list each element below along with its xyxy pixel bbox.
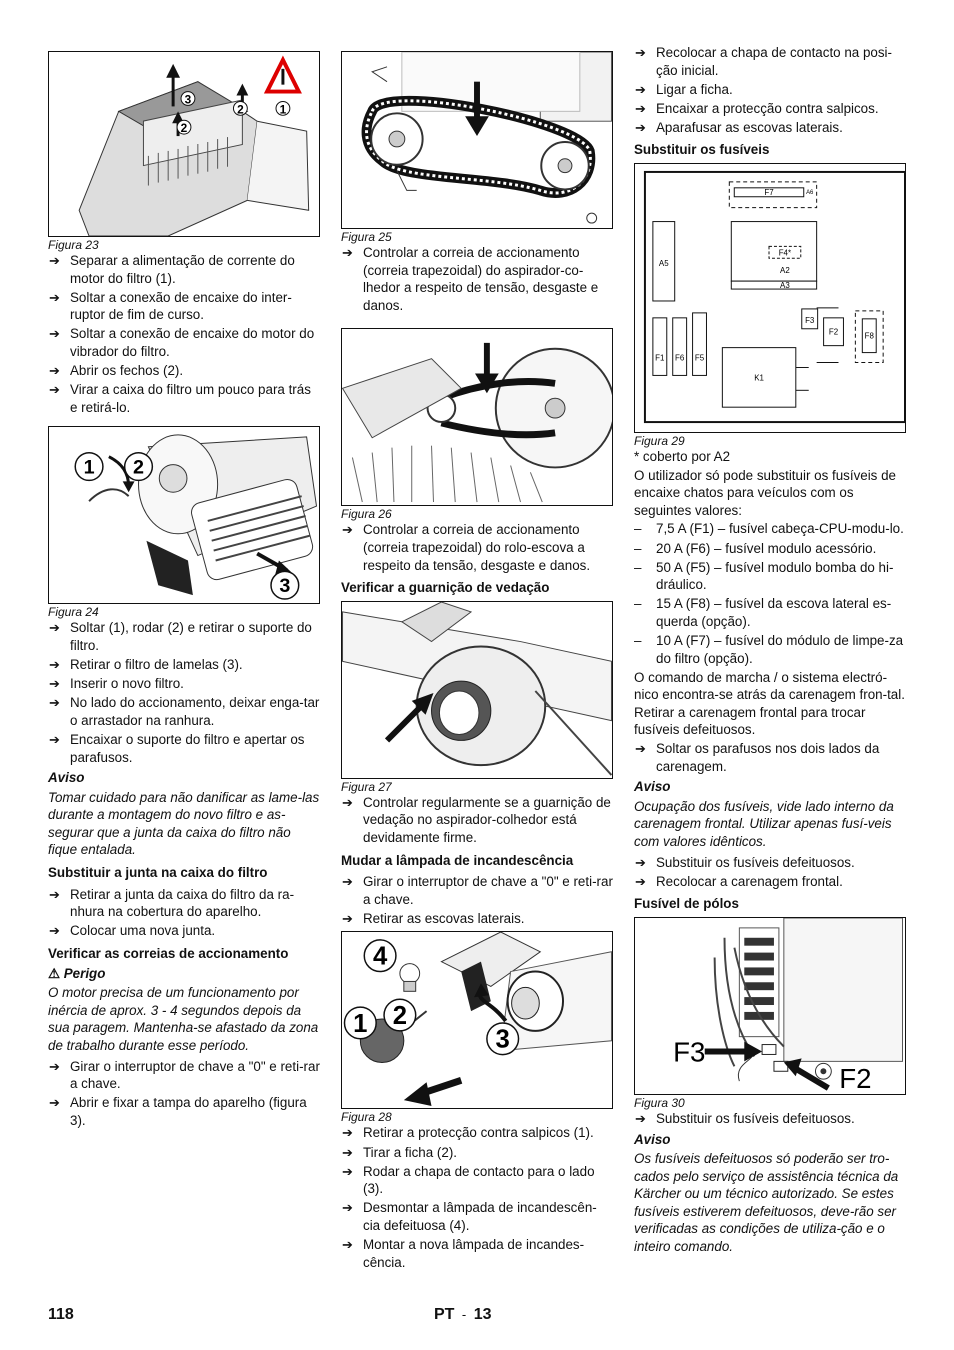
step: ➔ Tirar a ficha (2). (342, 1144, 458, 1160)
control-paragraph: O comando de marcha / o sistema electró-nico encontra-se atrás da carenagem fron-tal. Retirar a carenagem frontal para trocar fusíveis defeituosos. (634, 669, 905, 738)
column-3 (634, 44, 906, 1259)
fig29-label-A3: A3 (780, 281, 790, 291)
figure-23 (48, 51, 320, 237)
arrow-right-icon: ➔ (635, 45, 646, 60)
step: ➔ No lado do accionamento, deixar enga-tar o arrastador na ranhura. (49, 695, 320, 728)
arrow-right-icon: ➔ (635, 854, 646, 870)
fig29-label-A2: A2 (780, 266, 790, 276)
figure-26 (341, 328, 613, 506)
fig29-label-K1: K1 (754, 373, 764, 383)
fig30-label-F2: F2 (839, 1062, 872, 1094)
arrow-right-icon: ➔ (49, 620, 60, 636)
step: ➔ Girar o interruptor de chave a "0" e reti-rar a chave. (49, 1058, 320, 1092)
fig29-label-F3: F3 (805, 315, 815, 325)
arrow-right-icon: ➔ (635, 81, 646, 97)
step: ➔ Soltar os parafusos nos dois lados da carenagem. (635, 741, 880, 774)
fig29-label-F4: F4* (778, 248, 792, 258)
figure-30-caption: Figura 30 (634, 1095, 685, 1110)
fig29-label-F8: F8 (864, 331, 874, 341)
arrow-right-icon: ➔ (342, 1236, 353, 1252)
step: ➔ Rodar a chapa de contacto para o lado (3). (342, 1163, 595, 1197)
perigo-title: Perigo (63, 965, 106, 981)
heading-fusiveis: Substituir os fusíveis (634, 142, 770, 158)
step: ➔ Colocar uma nova junta. (49, 923, 216, 939)
fig23-label-1: 1 (279, 102, 287, 117)
fig29-label-F7: F7 (764, 187, 774, 197)
warning-triangle-icon (267, 60, 299, 92)
step: ➔ Soltar a conexão de encaixe do motor do vibrador do filtro. (49, 326, 315, 359)
arrow-right-icon: ➔ (342, 1200, 353, 1216)
figure-28 (341, 931, 613, 1109)
arrow-right-icon: ➔ (342, 874, 353, 890)
perigo-text: O motor precisa de um funcionamento por inércia de aprox. 3 - 4 segundos depois da sua paragem. Mantenha-se afastado da zona de trabalho durante esse período. (48, 985, 319, 1053)
arrow-right-icon: ➔ (342, 1163, 353, 1179)
column-2 (341, 44, 613, 1273)
arrow-right-icon: ➔ (342, 522, 353, 538)
step: ➔ Substituir os fusíveis defeituosos. (635, 854, 855, 870)
arrow-right-icon: ➔ (49, 676, 60, 692)
arrow-right-icon: ➔ (342, 910, 353, 926)
arrow-right-icon: ➔ (49, 1058, 60, 1074)
fig28-label-1: 1 (353, 1010, 368, 1039)
arrow-right-icon: ➔ (635, 873, 646, 889)
column-1 (48, 44, 320, 1131)
fig23-label-2a: 2 (180, 121, 188, 136)
heading-guarnicao: Verificar a guarnição de vedação (341, 580, 550, 596)
filter-box-illustration (49, 52, 319, 236)
arrow-right-icon: ➔ (49, 382, 60, 398)
figure-25-caption: Figura 25 (341, 230, 392, 244)
fig29-label-A6: A6 (806, 189, 814, 196)
footer-lang: PT (434, 1306, 455, 1323)
aviso-title: Aviso (634, 1131, 671, 1147)
fig29-label-F2: F2 (828, 327, 839, 337)
figure-27 (341, 601, 613, 779)
fig24-label-2: 2 (133, 456, 145, 479)
filter-removal-illustration (49, 427, 319, 603)
perigo-title-row (48, 965, 320, 983)
step: ➔ Montar a nova lâmpada de incandes-cência. (342, 1236, 585, 1270)
footer-section-page: 13 (473, 1306, 492, 1323)
fuse-item: – 20 A (F6) – fusível modulo acessório. (634, 540, 877, 556)
step: ➔ Encaixar o suporte do filtro e apertar os parafusos. (49, 731, 305, 765)
vacuum-belt-illustration (342, 52, 612, 228)
arrow-right-icon: ➔ (49, 363, 60, 379)
arrow-right-icon: ➔ (635, 100, 646, 116)
arrow-right-icon: ➔ (49, 326, 60, 342)
step: ➔ Aparafusar as escovas laterais. (635, 119, 843, 135)
heading-junta: Substituir a junta na caixa do filtro (48, 865, 268, 881)
footer-section (434, 1306, 492, 1324)
figure-26-caption: Figura 26 (341, 507, 392, 522)
step: ➔ Controlar a correia de accionamento (correia trapezoidal) do aspirador-co-lhedor a respeito de tensão, desgaste e danos. (342, 245, 599, 313)
page-number: 118 (48, 1306, 74, 1323)
arrow-right-icon: ➔ (342, 1125, 353, 1141)
fig29-label-F1: F1 (655, 353, 665, 363)
fig29-label-F5: F5 (694, 353, 705, 363)
fig28-label-2: 2 (392, 1002, 408, 1031)
arrow-right-icon: ➔ (49, 731, 60, 747)
arrow-right-icon: ➔ (49, 289, 60, 305)
seal-illustration (342, 602, 612, 778)
figure-25 (341, 51, 613, 229)
fig23-label-2b: 2 (237, 102, 244, 117)
step: ➔ Separar a alimentação de corrente do motor do filtro (1). (49, 253, 295, 286)
step: ➔ Controlar regularmente se a guarnição de vedação no aspirador-colhedor está devidamente firme. (342, 794, 611, 845)
figure-23-caption: Figura 23 (48, 238, 99, 252)
step: ➔ Recolocar a chapa de contacto na posi-ção inicial. (635, 45, 892, 78)
heading-correias: Verificar as correias de accionamento (48, 945, 289, 961)
arrow-right-icon: ➔ (49, 253, 60, 268)
footnote: * coberto por A2 (634, 449, 731, 465)
lamp-replacement-illustration (342, 932, 612, 1108)
step: ➔ Substituir os fusíveis defeituosos. (635, 1110, 855, 1126)
step: ➔ Controlar a correia de accionamento (correia trapezoidal) do rolo-escova a respeito da tensão, desgaste e danos. (342, 522, 591, 573)
heading-polos: Fusível de pólos (634, 896, 739, 912)
figure-29-caption: Figura 29 (634, 434, 685, 449)
step: ➔ Abrir os fechos (2). (49, 363, 184, 379)
fig29-label-F6: F6 (675, 353, 685, 363)
figure-24-caption: Figura 24 (48, 605, 99, 620)
arrow-right-icon: ➔ (49, 923, 60, 939)
fig24-label-1: 1 (83, 456, 95, 479)
step: ➔ Desmontar a lâmpada de incandescên-cia defeituosa (4). (342, 1200, 597, 1233)
figure-30 (634, 917, 906, 1095)
arrow-right-icon: ➔ (342, 245, 353, 260)
fig28-label-3: 3 (495, 1026, 510, 1055)
fig28-label-4: 4 (372, 943, 388, 972)
step: ➔ Inserir o novo filtro. (49, 676, 184, 692)
step: ➔ Retirar o filtro de lamelas (3). (49, 657, 243, 673)
step: ➔ Retirar a junta da caixa do filtro da ra-nhura na cobertura do aparelho. (49, 886, 295, 920)
warning-triangle-icon: ⚠ (48, 965, 61, 981)
figure-27-caption: Figura 27 (341, 779, 392, 794)
fuse-item: – 15 A (F8) – fusível da escova lateral es-querda (opção). (634, 596, 892, 629)
arrow-right-icon: ➔ (635, 741, 646, 757)
fuse-item: – 50 A (F5) – fusível modulo bomba do hi-dráulico. (634, 559, 894, 593)
step: ➔ Encaixar a protecção contra salpicos. (635, 100, 879, 116)
aviso-title: Aviso (634, 779, 671, 795)
pole-fuse-illustration (635, 918, 905, 1094)
arrow-right-icon: ➔ (342, 1144, 353, 1160)
brush-roller-belt-illustration (342, 329, 612, 505)
aviso-text: Os fusíveis defeituosos só poderão ser tro-cados pelo serviço de assistência técnica da Kärcher ou um técnico autorizado. Se estes fusíveis estiverem defeituosos, deve-rão ser verificadas as condições de utiliza-ção e o inteiro comando. (634, 1151, 899, 1255)
fig23-label-3: 3 (184, 92, 192, 107)
aviso-text: Ocupação dos fusíveis, vide lado interno da carenagem frontal. Utilizar apenas fusí-veis com valores idênticos. (634, 798, 894, 850)
arrow-right-icon: ➔ (49, 657, 60, 673)
step: ➔ Abrir e fixar a tampa do aparelho (figura 3). (49, 1095, 307, 1128)
arrow-right-icon: ➔ (635, 119, 646, 135)
step: ➔ Retirar as escovas laterais. (342, 910, 525, 926)
arrow-right-icon: ➔ (635, 1110, 646, 1126)
step: ➔ Soltar (1), rodar (2) e retirar o suporte do filtro. (49, 620, 312, 653)
fuses-intro: O utilizador só pode substituir os fusíveis de encaixe chatos para veículos com os seguintes valores: (634, 467, 896, 518)
fig30-label-F3: F3 (673, 1036, 706, 1068)
arrow-right-icon: ➔ (49, 695, 60, 711)
arrow-right-icon: ➔ (49, 1095, 60, 1111)
aviso-title: Aviso (48, 770, 85, 786)
fig29-label-A5: A5 (658, 259, 669, 269)
arrow-right-icon: ➔ (49, 886, 60, 902)
figure-28-caption: Figura 28 (341, 1110, 392, 1125)
step: ➔ Soltar a conexão de encaixe do inter-ruptor de fim de curso. (49, 289, 292, 323)
step: ➔ Recolocar a carenagem frontal. (635, 873, 843, 889)
heading-lampada: Mudar a lâmpada de incandescência (341, 852, 574, 868)
figure-24 (48, 426, 320, 604)
figure-29 (634, 163, 906, 433)
footer-sep: - (461, 1307, 467, 1322)
fig24-label-3: 3 (279, 575, 291, 598)
step: ➔ Girar o interruptor de chave a "0" e reti-rar a chave. (342, 874, 613, 907)
fuse-item: – 10 A (F7) – fusível do módulo de limpe-za do filtro (opção). (634, 633, 904, 666)
fuse-layout-diagram (635, 164, 905, 432)
aviso-text: Tomar cuidado para não danificar as lame-las durante a montagem do novo filtro e as-segurar que a junta da caixa do filtro não fique entalada. (48, 789, 320, 858)
arrow-right-icon: ➔ (342, 794, 353, 810)
step: ➔ Virar a caixa do filtro um pouco para trás e retirá-lo. (49, 382, 311, 415)
step: ➔ Retirar a protecção contra salpicos (1). (342, 1125, 594, 1141)
fuse-item: – 7,5 A (F1) – fusível cabeça-CPU-modu-lo. (634, 521, 904, 537)
step: ➔ Ligar a ficha. (635, 81, 733, 97)
